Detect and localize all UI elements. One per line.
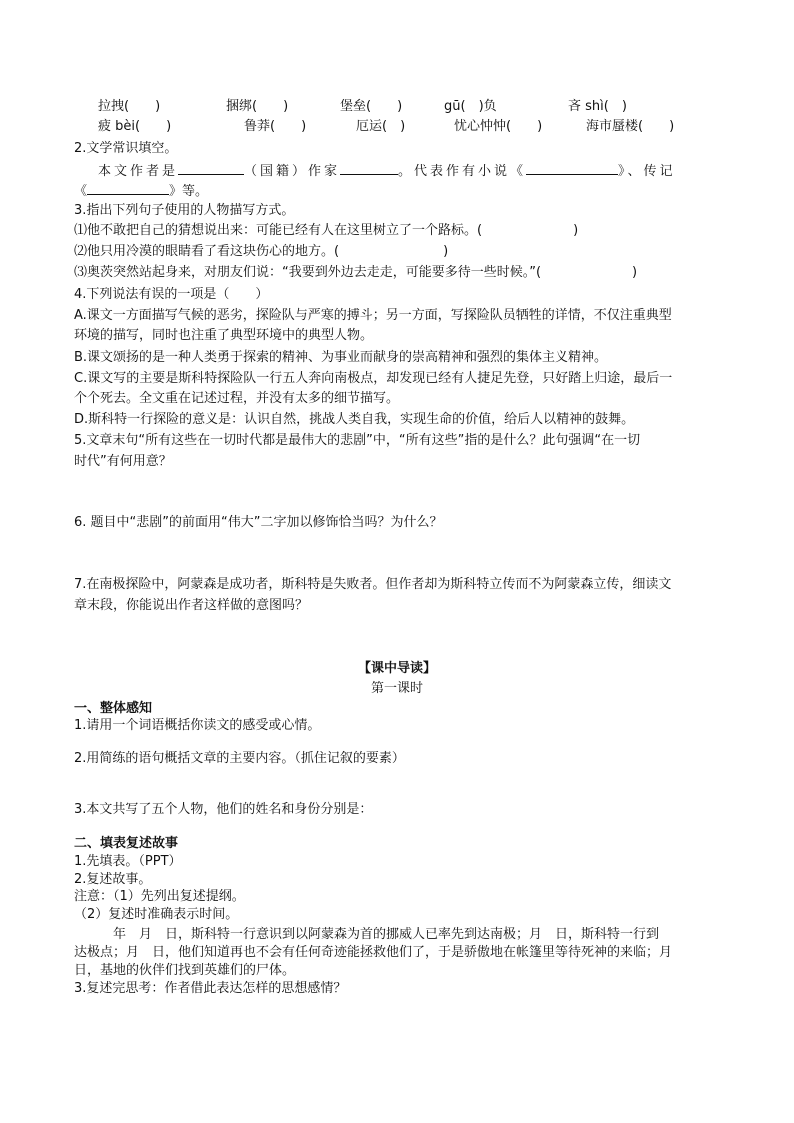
part2-item: 3.复述完思考：作者借此表达怎样的思想感情？ [74,981,347,996]
q1-item: 堡垒( ) [340,99,403,114]
answer-blank[interactable] [526,160,618,175]
q1-item: 厄运( ) [356,119,406,134]
q2-text: 《 [74,184,88,199]
part1-item: 2.用简练的语句概括文章的主要内容。（抓住记叙的要素） [74,751,405,766]
answer-blank[interactable] [178,160,244,175]
q3-sentence: ⑵他只用冷漠的眼睛看了看这块伤心的地方。( ) [74,244,449,259]
q3-title: 3.指出下列句子使用的人物描写方式。 [74,203,295,218]
q2-text: 。代表作有小说《 [398,164,527,179]
q2-text: 本文作者是 [98,164,179,179]
q5-question: 5.文章末句“所有这些在一切时代都是最伟大的悲剧”中，“所有这些”指的是什么？此句强调“在一切 [74,433,641,448]
q1-item: 吝 shì( ) [568,99,627,114]
q4-option-b: B.课文颂扬的是一种人类勇于探索的精神、为事业而献身的崇高精神和强烈的集体主义精神。 [74,350,608,365]
answer-blank[interactable] [340,160,398,175]
part1-item: 3.本文共写了五个人物，他们的姓名和身份分别是： [74,802,373,817]
q1-item: 海市蜃楼( ) [586,119,675,134]
q4-option-a: A.课文一方面描写气候的恶劣，探险队与严寒的搏斗；另一方面，写探险队员牺牲的详情，不仅注重典型 [74,308,672,323]
part2-paragraph: 日，基地的伙伴们找到英雄们的尸体。 [74,963,296,978]
q4-option-d: D.斯科特一行探险的意义是：认识自然，挑战人类自我，实现生命的价值，给后人以精神的鼓舞。 [74,412,635,427]
q1-item: 捆绑( ) [226,99,289,114]
q2-line2 [74,180,208,201]
q7-question: 章末段，你能说出作者这样做的意图吗？ [74,598,309,613]
part2-heading: 二、填表复述故事 [74,836,179,851]
q5-question: 时代”有何用意？ [74,454,172,469]
q4-option-c: 个个死去。全文重在记述过程，并没有太多的细节描写。 [74,391,400,406]
q2-text: （国籍）作家 [244,164,341,179]
q1-item: 疲 bèi( ) [98,119,172,134]
q7-question: 7.在南极探险中，阿蒙森是成功者，斯科特是失败者。但作者却为斯科特立传而不为阿蒙森立传，细读文 [74,577,672,592]
q4-title: 4.下列说法有误的一项是（ ） [74,287,269,302]
q1-item: 拉拽( ) [98,99,161,114]
part1-heading: 一、整体感知 [74,701,153,716]
part2-paragraph: 年 月 日，斯科特一行意识到以阿蒙森为首的挪威人已率先到达南极；月 日，斯科特一行到 [74,927,660,942]
part2-note: 注意：（1）先列出复述提纲。 [74,889,245,904]
q1-item: 忧心忡忡( ) [454,119,543,134]
part2-item: 1.先填表。（PPT） [74,854,182,869]
q4-option-c: C.课文写的主要是斯科特探险队一行五人奔向南极点，却发现已经有人捷足先登，只好踏上归途，最后一 [74,371,673,386]
part2-paragraph: 达极点；月 日，他们知道再也不会有任何奇迹能拯救他们了，于是骄傲地在帐篷里等待死神的来临；月 [74,945,673,960]
part1-item: 1.请用一个词语概括你读文的感受或心情。 [74,718,321,733]
q2-line1 [98,160,676,181]
section-subtitle: 第一课时 [370,681,423,696]
q1-item: 鲁莽( ) [244,119,307,134]
part2-note: （2）复述时准确表示时间。 [74,907,239,922]
q1-item: gū( )负 [444,99,497,114]
answer-blank[interactable] [87,180,169,195]
q2-text: 》等。 [169,184,209,199]
q2-text: 》、传记 [618,164,676,179]
q2-title: 2.文学常识填空。 [74,141,178,156]
q3-sentence: ⑶奥茨突然站起身来，对朋友们说：“我要到外边去走走，可能要多待一些时候。”( ) [74,265,638,280]
section-title: 【课中导读】 [357,661,436,676]
q6-question: 6. 题目中“悲剧”的前面用“伟大”二字加以修饰恰当吗？为什么？ [74,515,443,530]
q4-option-a: 环境的描写，同时也注重了典型环境中的典型人物。 [74,328,374,343]
q3-sentence: ⑴他不敢把自己的猜想说出来：可能已经有人在这里树立了一个路标。( ) [74,223,579,238]
part2-item: 2.复述故事。 [74,872,152,887]
